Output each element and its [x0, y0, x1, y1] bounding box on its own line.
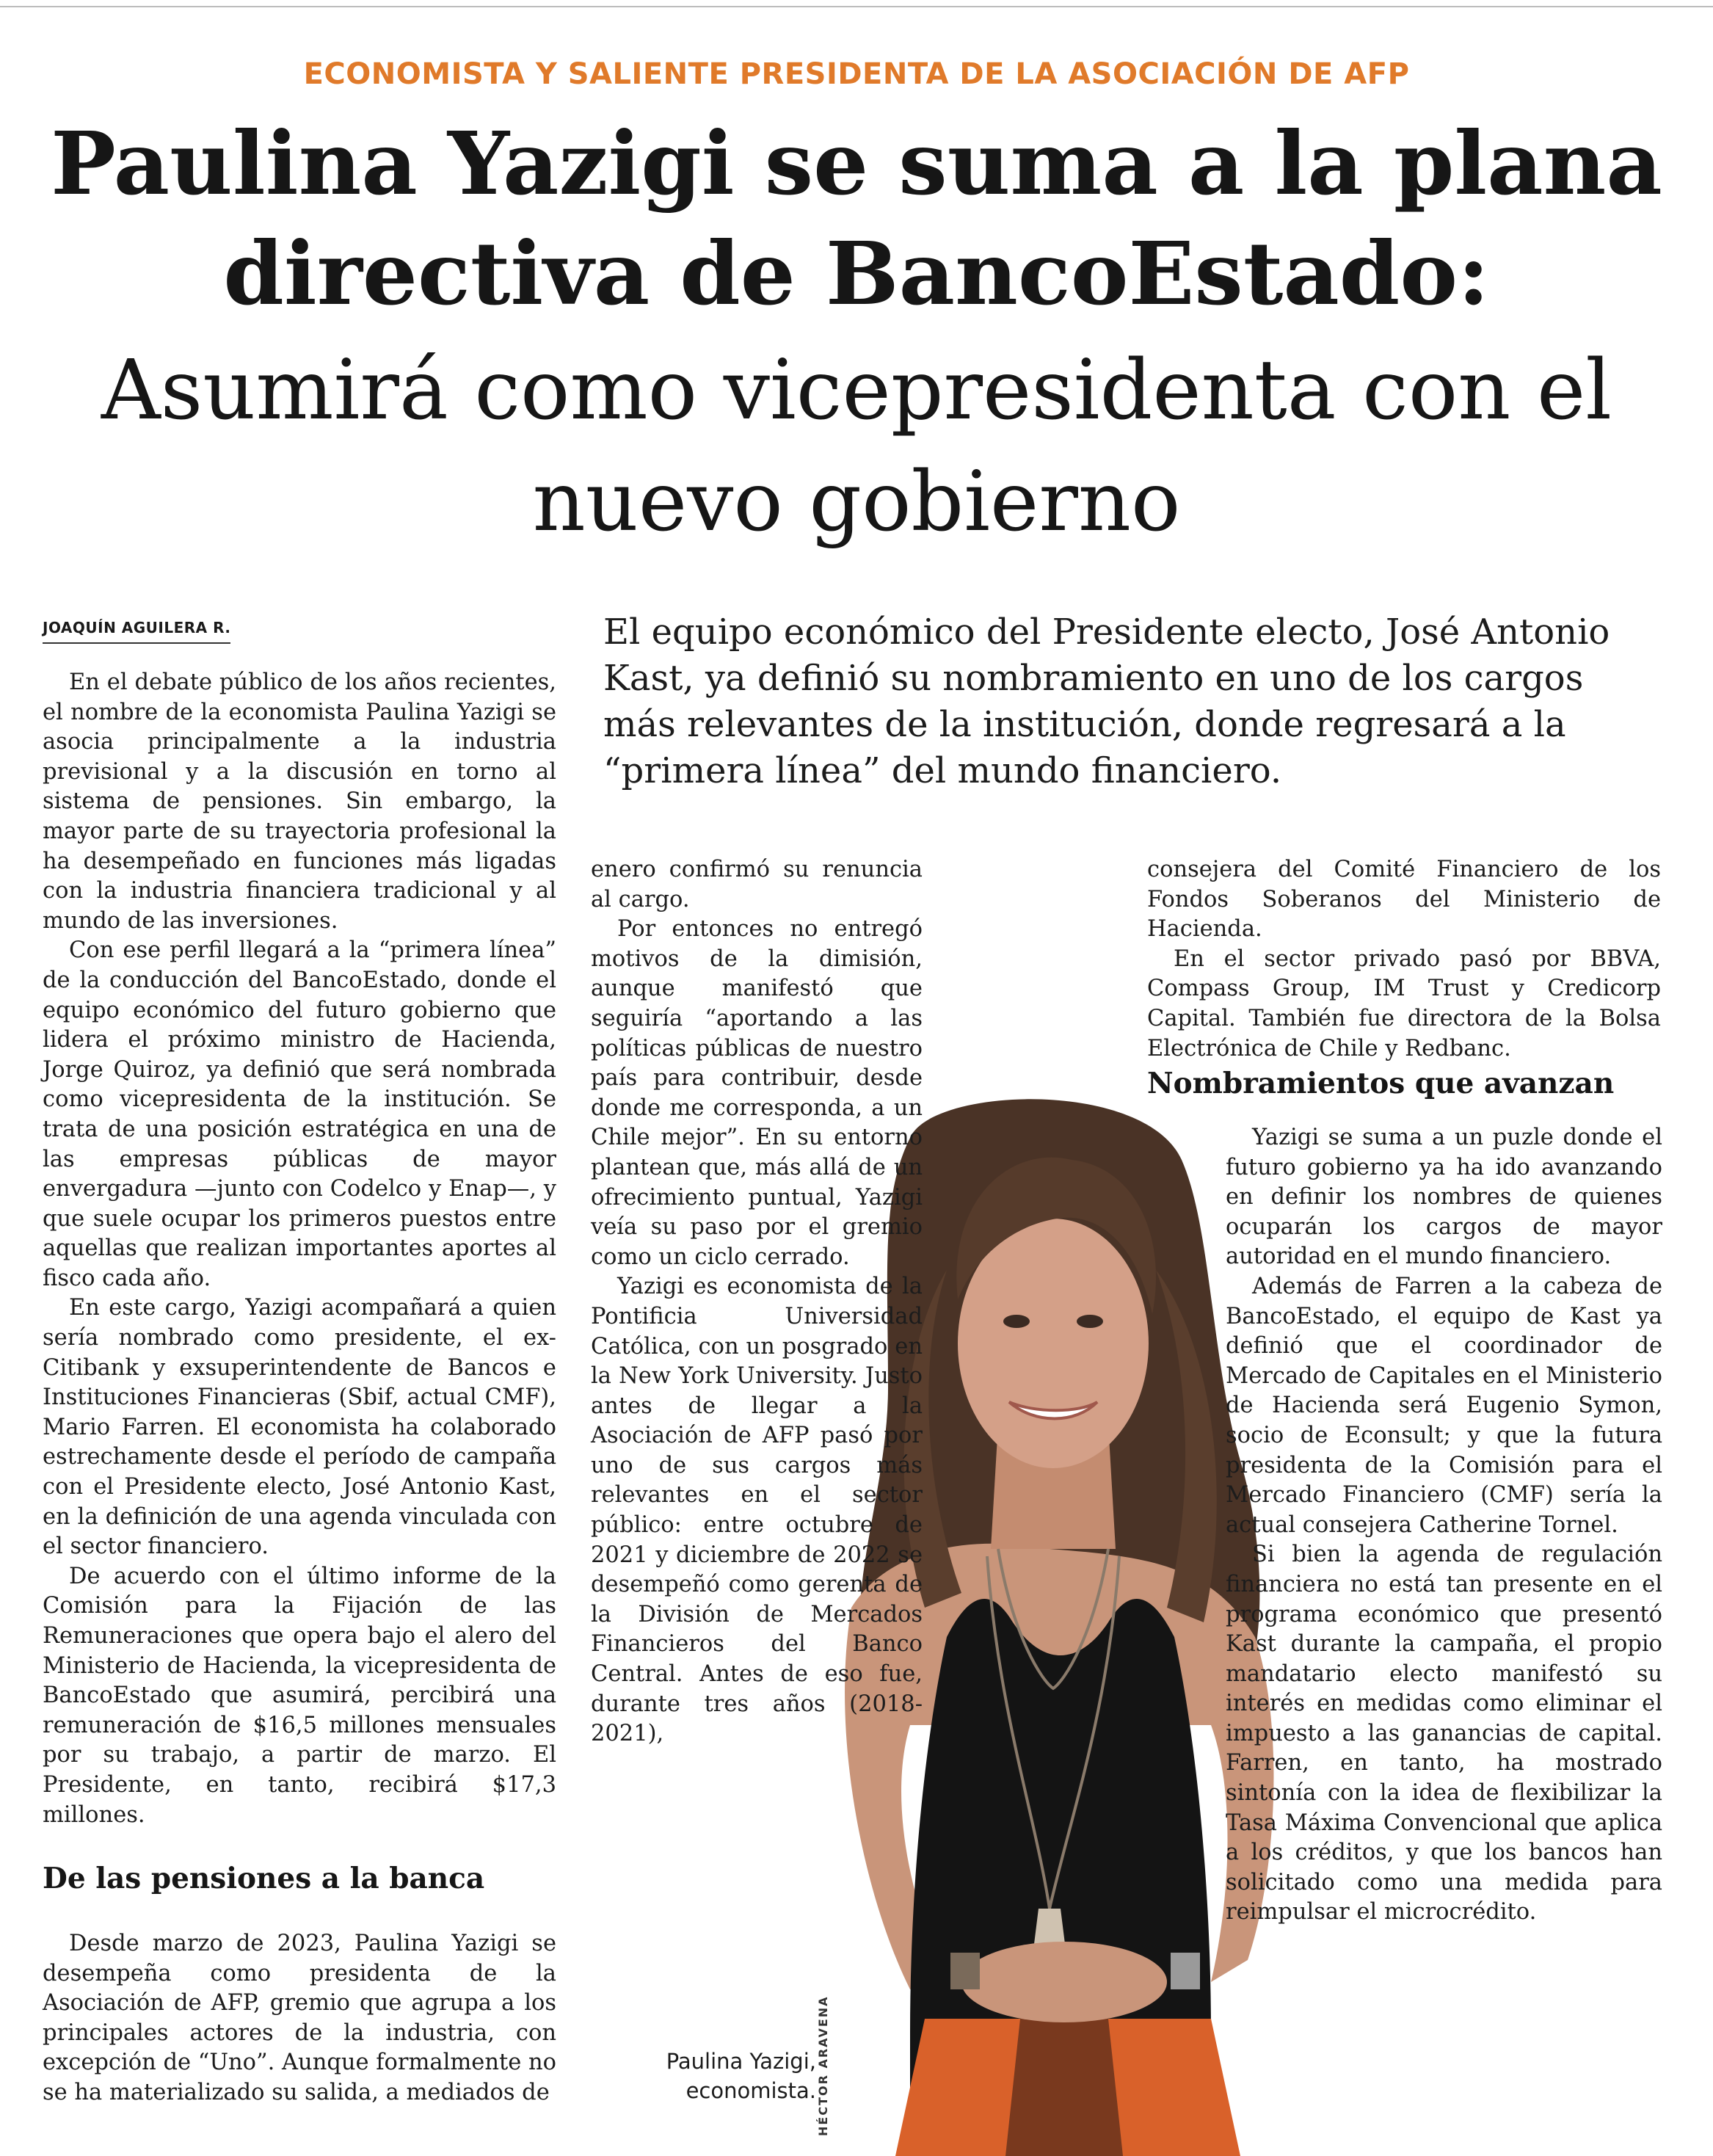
top-rule — [0, 6, 1713, 7]
paragraph: Desde marzo de 2023, Paulina Yazigi se desempeña como presidenta de la Asociación de AFP, gremio que agrupa a los principales actores de la industria, con excepción de “Uno”. Aunque formalmente no se ha materializado su salida, a mediados de — [43, 1931, 556, 2105]
paragraph: Con ese perfil llegará a la “primera línea” de la conducción del BancoEstado, donde el equipo económico del futuro gobierno que lidera el próximo ministro de Hacienda, Jorge Quiroz, ya definió que será nombrada como vicepresidenta de la institución. Se trata de una posición estratégica en una de las empresas públicas de mayor envergadura —junto con Codelco y Enap—, y que suele ocupar los primeros puestos entre aquellas que realizan importantes aportes al fisco cada año. — [43, 937, 556, 1291]
subheadline: Asumirá como vicepresidenta con el nuevo gobierno — [101, 343, 1612, 550]
paragraph: Si bien la agenda de regulación financiera no está tan presente en el programa económico que presentó Kast durante la campaña, el propio mandatario electo manifestó su interés en medidas como eliminar el impuesto a las ganancias de capital. Farren, en tanto, ha mostrado sintonía con la idea de flexibilizar la Tasa Máxima Convencional que aplica a los créditos, y que los bancos han solicitado como una medida para reimpulsar el microcrédito. — [1226, 1542, 1662, 1925]
photo-caption — [624, 2047, 816, 2105]
paragraph: En el sector privado pasó por BBVA, Compass Group, IM Trust y Credicorp Capital. También fue directora de la Bolsa Electrónica de Chile y Redbanc. — [1147, 945, 1661, 1061]
body-column-3 — [1147, 855, 1661, 1064]
photo-credit: HÉCTOR ARAVENA — [816, 1995, 830, 2136]
lede: El equipo económico del Presidente electo, José Antonio Kast, ya definió su nombramiento en uno de los cargos más relevantes de la institución, donde regresará a la “primera línea” del mundo financiero. — [603, 611, 1610, 791]
section-subtitle-2: Nombramientos que avanzan — [1147, 1067, 1615, 1100]
caption-line: Paulina Yazigi, — [666, 2049, 816, 2074]
paragraph: De acuerdo con el último informe de la Comisión para la Fijación de las Remuneraciones que opera bajo el alero del Ministerio de Hacienda, la vicepresidenta de BancoEstado que asumirá, percibirá una remuneración de $16,5 millones mensuales por su trabajo, a partir de marzo. El Presidente, en tanto, recibirá $17,3 millones. — [43, 1563, 556, 1828]
paragraph: En el debate público de los años recientes, el nombre de la economista Paulina Yazigi se asocia principalmente a la industria previsional y a la discusión en torno al sistema de pensiones. Sin embargo, la mayor parte de su trayectoria profesional la ha desempeñado en funciones más ligadas con la industria financiera tradicional y al mundo de las inversiones. — [43, 669, 556, 934]
paragraph: Además de Farren a la cabeza de BancoEstado, el equipo de Kast ya definió que el coordinador de Mercado de Capitales en el Ministerio de Hacienda será Eugenio Symon, socio de Econsult; y que la futura presidenta de la Comisión para el Mercado Financiero (CMF) sería la actual consejera Catherine Tornel. — [1226, 1273, 1662, 1538]
paragraph: Yazigi se suma a un puzle donde el futuro gobierno ya ha ido avanzando en definir los nombres de quienes ocuparán los cargos de mayor autoridad en el mundo financiero. — [1226, 1125, 1662, 1270]
headline: Paulina Yazigi se suma a la plana directiva de BancoEstado: — [51, 112, 1662, 324]
byline: JOAQUÍN AGUILERA R. — [43, 619, 230, 644]
body-column-1 — [43, 668, 556, 1830]
paragraph: Por entonces no entregó motivos de la dimisión, aunque manifestó que seguiría “aportando a las políticas públicas de nuestro país para contribuir, desde donde me corresponda, a un Chile mejor”. En su entorno plantean que, más allá de un ofrecimiento puntual, Yazigi veía su paso por el gremio como un ciclo cerrado. — [591, 916, 923, 1270]
paragraph: consejera del Comité Financiero de los Fondos Soberanos del Ministerio de Hacienda. — [1147, 857, 1661, 943]
body-column-1-continued — [43, 1929, 556, 2108]
section-subtitle-1: De las pensiones a la banca — [43, 1862, 485, 1895]
paragraph: En este cargo, Yazigi acompañará a quien sería nombrado como presidente, el ex-Citibank y exsuperintendente de Bancos e Instituciones Financieras (Sbif, actual CMF), Mario Farren. El economista ha colaborado estrechamente desde el período de campaña con el Presidente electo, José Antonio Kast, en la definición de una agenda vinculada con el sector financiero. — [43, 1295, 556, 1560]
body-column-2 — [591, 855, 923, 1749]
paragraph: Yazigi es economista de la Pontificia Universidad Católica, con un posgrado en la New York University. Justo antes de llegar a la Asociación de AFP pasó por uno de sus cargos más relevantes en el sector público: entre octubre de 2021 y diciembre de 2022 se desempeñó como gerenta de la División de Mercados Financieros del Banco Central. Antes de eso fue, durante tres años (2018-2021), — [591, 1274, 923, 1747]
paragraph: enero confirmó su renuncia al cargo. — [591, 857, 923, 912]
caption-line: economista. — [685, 2078, 816, 2103]
kicker: ECONOMISTA Y SALIENTE PRESIDENTA DE LA ASOCIACIÓN DE AFP — [303, 57, 1410, 91]
body-column-3-continued — [1226, 1123, 1662, 1928]
